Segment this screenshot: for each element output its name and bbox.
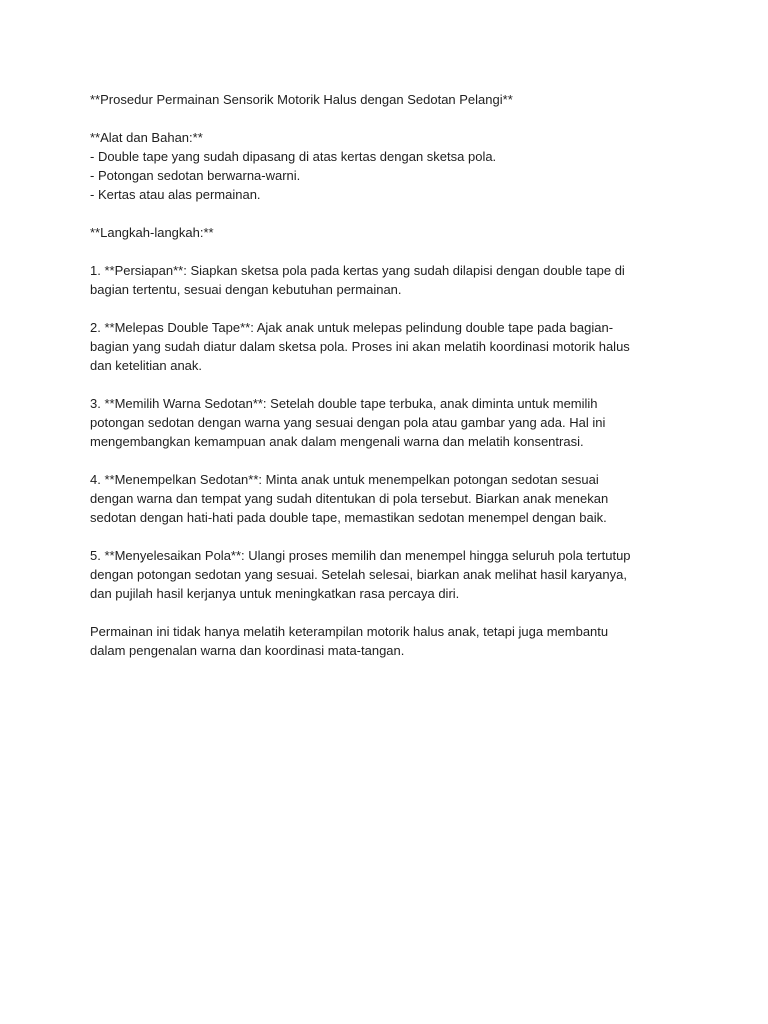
paragraph-line: potongan sedotan dengan warna yang sesuai dengan pola atau gambar yang ada. Hal ini xyxy=(90,415,606,430)
materials-item: - Potongan sedotan berwarna-warni. xyxy=(90,168,301,183)
step-4-paragraph xyxy=(90,470,680,527)
materials-item: - Kertas atau alas permainan. xyxy=(90,187,261,202)
paragraph-line: dalam pengenalan warna dan koordinasi mata-tangan. xyxy=(90,643,405,658)
step-3-paragraph xyxy=(90,394,680,451)
paragraph-line: dan pujilah hasil kerjanya untuk meningkatkan rasa percaya diri. xyxy=(90,586,460,601)
paragraph-line: dengan potongan sedotan yang sesuai. Setelah selesai, biarkan anak melihat hasil karyanya, xyxy=(90,567,627,582)
paragraph-line: Permainan ini tidak hanya melatih keterampilan motorik halus anak, tetapi juga membantu xyxy=(90,624,609,639)
paragraph-line: bagian yang sudah diatur dalam sketsa pola. Proses ini akan melatih koordinasi motorik halus xyxy=(90,339,630,354)
paragraph-line: 1. **Persiapan**: Siapkan sketsa pola pada kertas yang sudah dilapisi dengan double tape di xyxy=(90,263,625,278)
paragraph-line: 4. **Menempelkan Sedotan**: Minta anak untuk menempelkan potongan sedotan sesuai xyxy=(90,472,599,487)
materials-item: - Double tape yang sudah dipasang di atas kertas dengan sketsa pola. xyxy=(90,149,497,164)
closing-paragraph xyxy=(90,622,680,660)
paragraph-line: dengan warna dan tempat yang sudah ditentukan di pola tersebut. Biarkan anak menekan xyxy=(90,491,609,506)
document-title: **Prosedur Permainan Sensorik Motorik Halus dengan Sedotan Pelangi** xyxy=(90,92,513,107)
paragraph-line: mengembangkan kemampuan anak dalam mengenali warna dan melatih konsentrasi. xyxy=(90,434,584,449)
paragraph-line: 5. **Menyelesaikan Pola**: Ulangi proses memilih dan menempel hingga seluruh pola tertutup xyxy=(90,548,631,563)
materials-heading: **Alat dan Bahan:** xyxy=(90,130,203,145)
paragraph-line: bagian tertentu, sesuai dengan kebutuhan permainan. xyxy=(90,282,402,297)
paragraph-line: 3. **Memilih Warna Sedotan**: Setelah double tape terbuka, anak diminta untuk memilih xyxy=(90,396,598,411)
step-2-paragraph xyxy=(90,318,680,375)
paragraph-line: 2. **Melepas Double Tape**: Ajak anak untuk melepas pelindung double tape pada bagian- xyxy=(90,320,614,335)
paragraph-line: sedotan dengan hati-hati pada double tape, memastikan sedotan menempel dengan baik. xyxy=(90,510,607,525)
step-5-paragraph xyxy=(90,546,680,603)
step-1-paragraph xyxy=(90,261,680,299)
paragraph-line: dan ketelitian anak. xyxy=(90,358,203,373)
steps-heading: **Langkah-langkah:** xyxy=(90,225,214,240)
document-body xyxy=(90,90,680,660)
